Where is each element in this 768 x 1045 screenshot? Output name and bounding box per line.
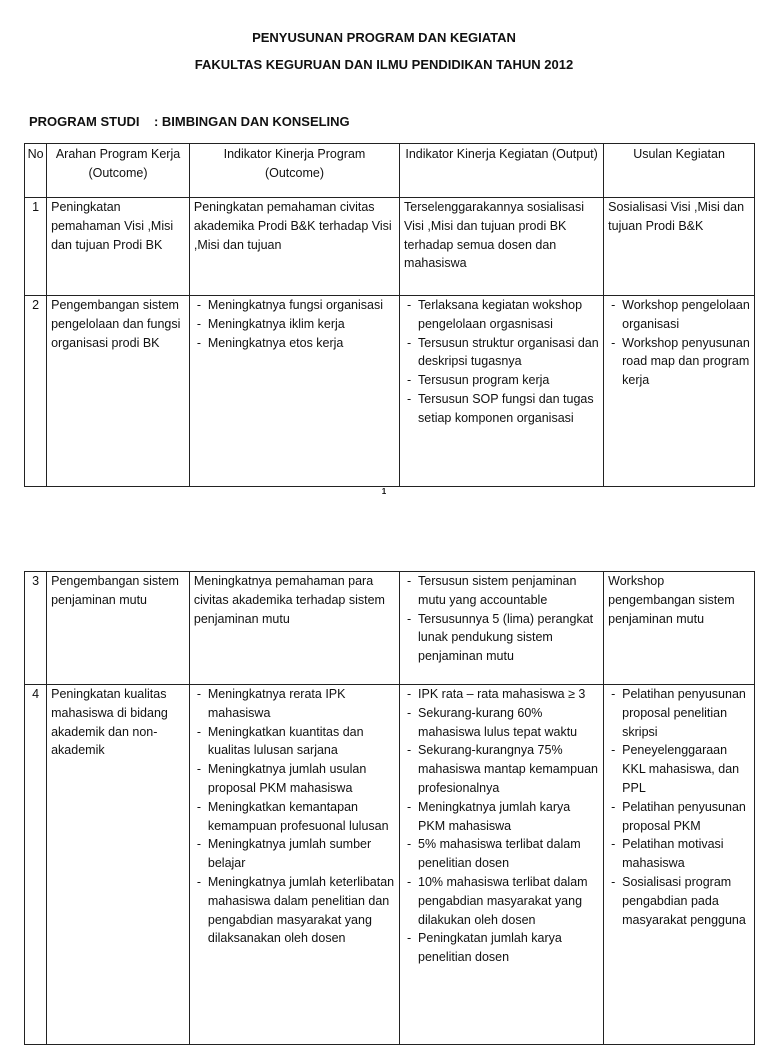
list-item: - Meningkatkan kemantapan kemampuan profesuonal lulusan <box>194 798 395 836</box>
list-item: - 5% mahasiswa terlibat dalam penelitian dosen <box>404 835 599 873</box>
row-arahan: Pengembangan sistem pengelolaan dan fungsi organisasi prodi BK <box>47 296 190 487</box>
table-row <box>25 198 755 296</box>
header-indikator-kegiatan: Indikator Kinerja Kegiatan (Output) <box>400 144 604 198</box>
document-title: PENYUSUNAN PROGRAM DAN KEGIATAN <box>252 30 516 45</box>
list-item: - Tersusun SOP fungsi dan tugas setiap komponen organisasi <box>404 390 599 428</box>
row-arahan: Pengembangan sistem penjaminan mutu <box>47 572 190 685</box>
list-item: - Tersusun program kerja <box>404 371 599 390</box>
list-item: - Meningkatnya jumlah sumber belajar <box>194 835 395 873</box>
list-item: - Pelatihan penyusunan proposal PKM <box>608 798 750 836</box>
row-kegiatan <box>400 572 604 685</box>
table-row <box>25 296 755 487</box>
row-program <box>189 198 399 296</box>
program-list <box>194 296 395 352</box>
list-item: - Pelatihan motivasi mahasiswa <box>608 835 750 873</box>
row-kegiatan <box>400 685 604 1045</box>
table-row <box>25 572 755 685</box>
row-program <box>189 296 399 487</box>
row-program <box>189 685 399 1045</box>
row-usulan <box>604 296 755 487</box>
table-row <box>25 685 755 1045</box>
row-program <box>189 572 399 685</box>
usulan-text: Workshop pengembangan sistem penjaminan mutu <box>608 574 735 626</box>
list-item: - Workshop pengelolaan organisasi <box>608 296 750 334</box>
list-item: - Sekurang-kurangnya 75% mahasiswa mantap kemampuan profesionalnya <box>404 741 599 797</box>
list-item: - Terlaksana kegiatan wokshop pengelolaan orgasnisasi <box>404 296 599 334</box>
program-text: Meningkatnya pemahaman para civitas akademika terhadap sistem penjaminan mutu <box>193 574 385 626</box>
list-item: - Meningkatnya etos kerja <box>194 334 395 353</box>
header-arahan: Arahan Program Kerja (Outcome) <box>47 144 190 198</box>
list-item: - Sekurang-kurang 60% mahasiswa lulus tepat waktu <box>404 704 599 742</box>
row-usulan <box>604 198 755 296</box>
list-item: - Meningkatkan kuantitas dan kualitas lulusan sarjana <box>194 723 395 761</box>
program-table-page-1 <box>24 143 755 487</box>
list-item: - Tersusun struktur organisasi dan deskripsi tugasnya <box>404 334 599 372</box>
row-arahan: Peningkatan kualitas mahasiswa di bidang akademik dan non-akademik <box>47 685 190 1045</box>
list-item: - Meningkatnya fungsi organisasi <box>194 296 395 315</box>
list-item: - Meningkatnya jumlah karya PKM mahasiswa <box>404 798 599 836</box>
row-no: 1 <box>25 198 47 296</box>
list-item: - Pelatihan penyusunan proposal penelitian skripsi <box>608 685 750 741</box>
table-header-row <box>25 144 755 198</box>
row-kegiatan <box>400 296 604 487</box>
list-item: - Meningkatnya iklim kerja <box>194 315 395 334</box>
list-item: - IPK rata – rata mahasiswa ≥ 3 <box>404 685 599 704</box>
header-usulan: Usulan Kegiatan <box>604 144 755 198</box>
list-item: - 10% mahasiswa terlibat dalam pengabdian masyarakat yang dilakukan oleh dosen <box>404 873 599 929</box>
list-item: - Workshop penyusunan road map dan program kerja <box>608 334 750 390</box>
row-kegiatan <box>400 198 604 296</box>
list-item: - Peneyelenggaraan KKL mahasiswa, dan PPL <box>608 741 750 797</box>
program-text: Peningkatan pemahaman civitas akademika Prodi B&K terhadap Visi ,Misi dan tujuan <box>193 200 392 252</box>
list-item: - Peningkatan jumlah karya penelitian dosen <box>404 929 599 967</box>
list-item: - Tersusun sistem penjaminan mutu yang accountable <box>404 572 599 610</box>
program-table-page-2 <box>24 571 755 1045</box>
list-item: - Meningkatnya rerata IPK mahasiswa <box>194 685 395 723</box>
usulan-text: Sosialisasi Visi ,Misi dan tujuan Prodi B&K <box>608 200 745 233</box>
row-usulan <box>604 572 755 685</box>
list-item: - Meningkatnya jumlah usulan proposal PKM mahasiswa <box>194 760 395 798</box>
kegiatan-list <box>404 296 599 428</box>
list-item: - Meningkatnya jumlah keterlibatan mahasiswa dalam penelitian dan pengabdian masyarakat yang dilaksanakan oleh dosen <box>194 873 395 948</box>
row-no: 4 <box>25 685 47 1045</box>
row-arahan: Peningkatan pemahaman Visi ,Misi dan tujuan Prodi BK <box>47 198 190 296</box>
document-subtitle: FAKULTAS KEGURUAN DAN ILMU PENDIDIKAN TAHUN 2012 <box>194 57 574 72</box>
list-item: - Tersusunnya 5 (lima) perangkat lunak pendukung sistem penjaminan mutu <box>404 610 599 666</box>
usulan-list <box>608 296 750 390</box>
header-no: No <box>25 144 47 198</box>
usulan-list <box>608 685 750 929</box>
program-studi-label: PROGRAM STUDI : BIMBINGAN DAN KONSELING <box>29 114 350 129</box>
kegiatan-list <box>404 572 599 666</box>
row-no: 3 <box>25 572 47 685</box>
kegiatan-text: Terselenggarakannya sosialisasi Visi ,Misi dan tujuan prodi BK terhadap semua dosen dan mahasiswa <box>404 200 584 271</box>
header-indikator-program: Indikator Kinerja Program (Outcome) <box>189 144 399 198</box>
row-no: 2 <box>25 296 47 487</box>
list-item: - Sosialisasi program pengabdian pada masyarakat pengguna <box>608 873 750 929</box>
kegiatan-list <box>404 685 599 967</box>
program-list <box>194 685 395 948</box>
page-number: 1 <box>381 487 387 496</box>
row-usulan <box>604 685 755 1045</box>
